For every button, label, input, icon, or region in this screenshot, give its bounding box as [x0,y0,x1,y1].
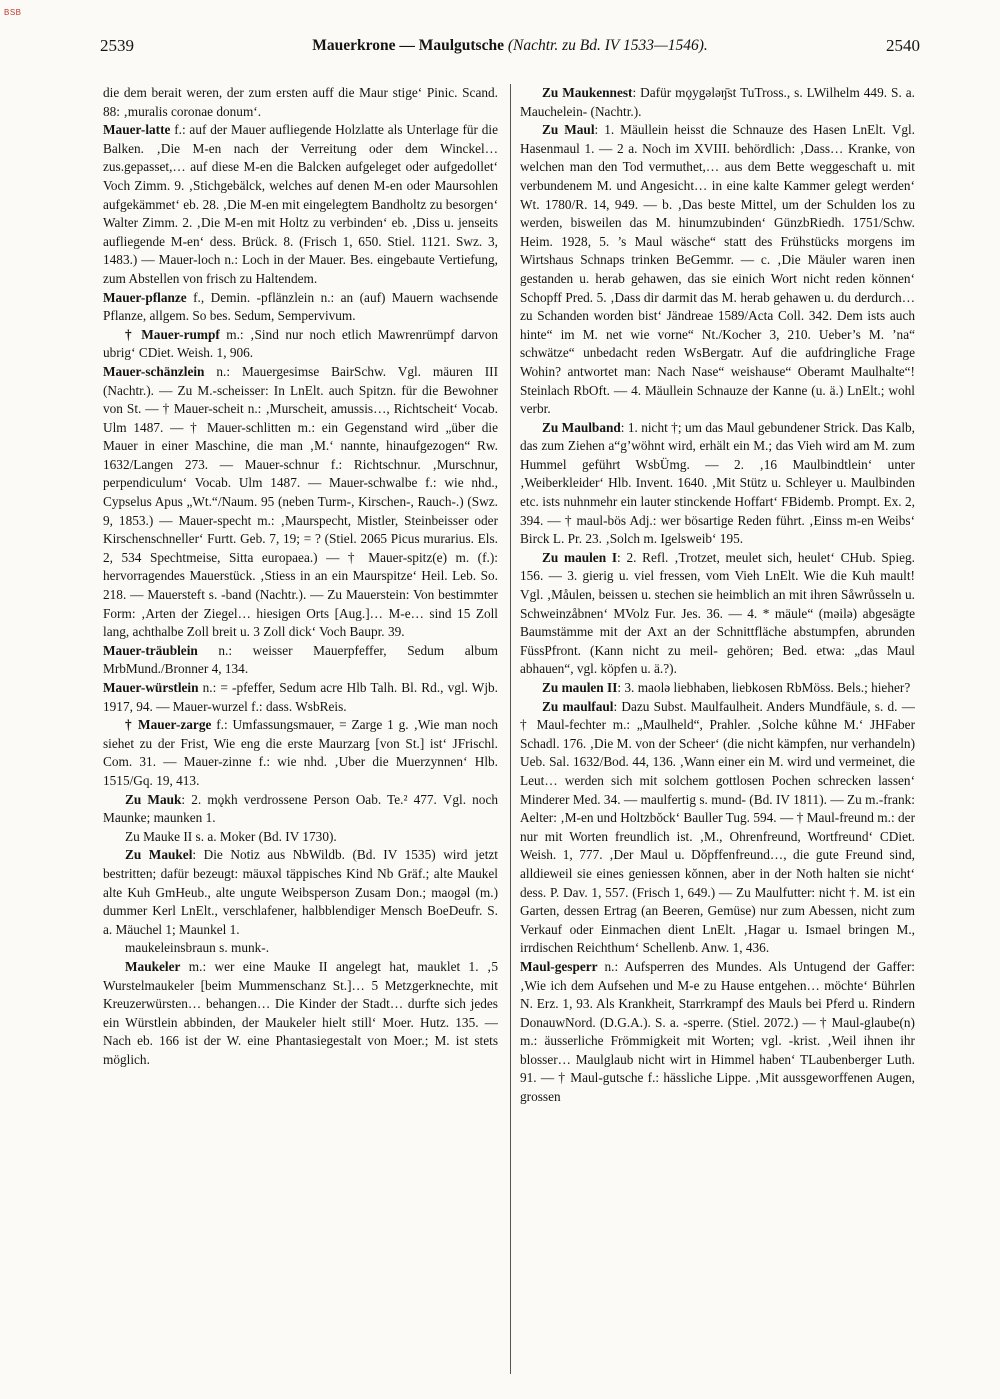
entry-head: † Mauer-rumpf [125,326,220,342]
entry-text: : 1. nicht †; um das Maul gebundener Strick. Das Kalb, das zum Ziehen a“g’wöhnt wird, erhält ein M.; das Vieh wird am M. zum Hummel geführt WsbÜmg. — 2. ‚16 Maulbindtlein‘ unter ‚Weiberkleider‘ Hlb. Invent. 1640. ‚Mit Stütz u. Schleyer u. Maulbinden etc. ists nuhnmehr ein lauter stinckende Hoffart‘ FBidemb. Prompt. Ex. 2, 394. — † maul-bös Adj.: wer bösartige Reden führt. ‚Einss m-en Weibs‘ Birck L. Pr. 23. ‚Solch m. Igelsweib‘ 195. [520,419,915,547]
entry-text: die dem berait weren, der zum ersten auff die Maur stige‘ Pinic. Scand. 88: ‚muralis coronae donum‘. [103,85,498,119]
running-title-note: (Nachtr. zu Bd. IV 1533—1546). [507,37,708,54]
entry [103,791,498,828]
entry-head: Zu Mauk [125,791,182,807]
entry [103,289,498,326]
entry [520,84,915,121]
entry-head: Zu maulen I [542,549,618,565]
entry-head: Maul-gesperr [520,958,598,974]
entry-head: Zu Maukennest [542,85,633,100]
entry [103,363,498,642]
entry-head: Mauer-würstlein [103,680,199,695]
entry-text: f.: Umfassungsmauer, = Zarge 1 g. ‚Wie man noch siehet zu der Frist, Wie eng die erste Maurzarg [von St.] ist‘ JFrischl. Com. 31. — Mauer-zinne f.: wie nhd. ‚Uber die Muerzynnen‘ Hlb. 1515/Gq. 19, 413. [103,717,498,788]
entry [520,679,915,698]
entry [103,828,498,847]
entry-text: Zu Mauke II s. a. Moker (Bd. IV 1730). [125,828,337,844]
entry [103,84,498,121]
entry-head: Zu maulfaul [542,698,614,714]
left-column [103,84,498,1384]
entry-text: : Dazu Subst. Maulfaulheit. Anders Mundfäule, s. d. — † Maul-fechter m.: „Maulheld“, Prahler. ‚Solche kůhne M.‘ JHFaber Schadl. 176. ‚Die M. von der Scheer‘ (die nicht kämpfen, nur verhandeln) Ueb. Sal. 1632/Bod. 44, 136. ‚Wann einer ein M. wird und vermeinet, die Leut… werden sich mit solchem gottlosen Pochen schrecken lassen‘ Minderer Med. 34. — maulfertig s. mund- (Bd. IV 1811). — Zu m.-frank: Aelter: ‚M-en und Holtzbŏck‘ Bauller Tug. 594. — † Maul-freund m.: der nur mit Worten freundlich ist. ‚M., Ohrenfreund, Wortfreund‘ CDiet. Weish. 1, 777. ‚Der Maul u. Dŏpffenfreund…, die gute Freund sind, alldieweil sie eines geniessen kŏnnen, aber in der Noth halten sie nicht‘ dess. P. Dav. 1, 557. (Frisch 1, 649.) — Zu Maulfutter: nicht †. M. ist ein Garten, dessen Ertrag (an Beeren, Gemüse) nur zum Abessen, nicht zum Verkauf oder Einmachen dient LnElt. ‚Hagar u. Ismael bringen M., irrdischen Reichthum‘ Schellenb. Anw. 1, 436. [520,698,915,956]
entry [103,679,498,716]
entry [103,939,498,958]
entry-text: : 2. Refl. ‚Trotzet, meulet sich, heulet‘ CHub. Spieg. 156. — 3. gierig u. viel fressen, vom Vieh LnElt. Wie die Kuh mault! Vgl. ‚Måulen, beissen u. stechen sie heimblich an mit ihren Såwrůsseln u. Schweinzåbnen‘ MVolz Fur. Jes. 36. — 4. * mäule“ (məilə) abgesägte Baumstämme mit der Axt an der Schnittfläche abstumpfen, abrunden FüssPfront. (Kann nicht zu meil- gehören; Bed. etwa: „das Maul abhauen“, vgl. köpfen u. ä.?). [520,549,915,677]
entry [103,716,498,790]
column-rule [510,84,511,1374]
page-header [100,36,920,60]
running-title-text: Mauerkrone — Maulgutsche [312,37,504,54]
running-title [100,37,920,55]
entry-head: † Mauer-zarge [125,717,212,733]
entry-text: n.: = -pfeffer, Sedum acre Hlb Talh. Bl. Rd., vgl. Wjb. 1917, 94. — Mauer-wurzel f.: dass. WsbReis. [103,680,498,714]
entry-head: Mauer-schänzlein [103,363,205,379]
entry-head: Maukeler [125,958,181,974]
entry [103,121,498,288]
entry-text: maukeleinsbraun s. munk-. [125,940,270,956]
entry-text: : Dafür mǫygələŋ̄st TuTross., s. LWilhelm 449. S. a. Mauchelein- (Nachtr.). [520,85,915,119]
entry [520,958,915,1107]
entry-head: Mauer-latte [103,122,171,138]
entry-text: m.: ‚Sind nur noch etlich Mawrenrümpf darvon ubrig‘ CDiet. Weish. 1, 906. [103,326,498,361]
entry-head: Mauer-pflanze [103,289,187,305]
entry [103,326,498,363]
entry-head: Zu maulen II [542,680,618,695]
entry-head: Zu Maulband [542,419,621,435]
entry [520,698,915,958]
entry-text: n.: weisser Mauerpfeffer, Sedum album MrbMund./Bronner 4, 134. [103,642,498,677]
entry-text: f., Demin. -pflänzlein n.: an (auf) Mauern wachsende Pflanze, allgem. So bes. Sedum, Sempervivum. [103,289,498,324]
entry-text: f.: auf der Mauer aufliegende Holzlatte als Unterlage für die Balken. ‚Die M-en nach der Verreitung oder dem Winckel… zus.gepasset,… auf diese M-en die Balcken aufgeleget oder aufgedollet‘ Voch Zimm. 9. ‚Stichgebälck, welches auf denen M-en oder Maursohlen aufgekämmet‘ eb. 28. ‚Die M-en mit eingelegtem Bandholtz zu besorgen‘ Walter Zimm. 2. ‚Die M-en mit Holtz zu verbinden‘ eb. ‚Diss u. jenseits aufliegende M-en‘ dess. Brück. 8. (Frisch 1, 650. Stiel. 1121. Swz. 3, 1483.) — Mauer-loch n.: Loch in der Mauer. Bes. eingebaute Vertiefung, zum Abstellen von frisch zu Haltendem. [103,122,498,286]
entry-text: : 3. maolə liebhaben, liebkosen RbMöss. Bels.; hieher? [617,680,911,695]
entry-head: Zu Maul [542,122,595,138]
entry [103,642,498,679]
entry [520,549,915,679]
entry-head: Mauer-träublein [103,642,198,658]
entry [103,846,498,939]
entry-text: : 2. mǫkh verdrossene Person Oab. Te.² 477. Vgl. noch Maunke; maunken 1. [103,791,498,826]
entry [103,958,498,1070]
entry-text: m.: wer eine Mauke II angelegt hat, mauklet 1. ‚5 Wurstelmaukeler [beim Mummenschanz St.]… 5 Metzgerknechte, mit Kreuzerwürsten… behangen… Die Kinder der Stadt… durfte sich jedes ein Würstlein abbinden, der Maukeler hielt still‘ Moer. Hutz. 135. — Nach eb. 166 ist der W. eine Phantasiegestalt von Moer.; M. ist stets möglich. [103,958,498,1067]
entry-head: Zu Maukel [125,847,193,863]
entry-text: : Die Notiz aus NbWildb. (Bd. IV 1535) wird jetzt bestritten; dafür bezeugt: mäuxəl täppisches Kind Nb Gräf.; alte Maukel alte Kuh GmHeub., alte ungute Weibsperson Zusam Don.; maogəl (m.) dummer Kerl LnElt., verschlafener, halbblendiger Mensch BoeDeufr. S. a. Mäuchel 1; Maunkel 1. [103,847,498,937]
entry [520,419,915,549]
entry-text: : 1. Mäullein heisst die Schnauze des Hasen LnElt. Vgl. Hasenmaul 1. — 2 a. Noch im XVIII. behördlich: ‚Dass… Kranke, von welchen man den Tod vermuthet,… aus dem Bette weggeschaft u. mit verbundenem M. und Angesicht… in eine kalte Kammer gelegt werden‘ Wt. 1780/R. 14, 949. — b. ‚Das beste Mittel, um der Schulden los zu werden, bisweilen das M. hinumzubinden‘ GünzbRiedh. 1751/Schw. Heim. 1928, 5. ’s Maul wäsche“ statt des Frühstücks morgens im Wirtshaus Schnaps trinken BeGemmr. — c. ‚Die Mäuler waren inen gestanden u. herab gehawen, das sie einich Wort nicht reden können‘ Schopff Pred. 5. ‚Dass dir darmit das M. herab gehawen u. du derdurch… zu Schanden worden bist‘ Jändreae 1589/Acta Coll. 342. Dem ists auch hinte“ im M. net wie vorne“ Nt./Kocher 3, 210. Ueber’s M. ’na“ schwätze“ unbedacht reden WsBergatr. Auf die aufdringliche Frage Wohin? antwortet man: Nach Nase“ weishause“ Oberamt Maulhalte“! Steinlach RbOft. — 4. Mäullein Schnauze der Kanne (u. ä.) LnElt.; wohl verbr. [520,122,915,417]
entry-text: n.: Aufsperren des Mundes. Als Untugend der Gaffer: ‚Wie ich dem Aufsehen und M-e zu Hause entgehen… möchte‘ Bührlen N. Erz. 1, 93. Als Krankheit, Starrkrampf des Mauls bei Pferd u. Rindern DonauwNord. (D.G.A.). S. a. -sperre. (Stiel. 2072.) — † Maul-glaube(n) m.: äusserliche Frömmigkeit mit Worten; vgl. -krist. ‚Weil ihnen ihr blosser… Maulglaub nicht wirt in Himmel haben‘ TLaubenberger Luth. 91. — † Maul-gutsche f.: hässliche Lippe. ‚Mit aussgeworffenen Augen, grossen [520,958,915,1105]
library-stamp: BSB [4,8,22,17]
page-number-right: 2540 [886,36,920,55]
entry [520,121,915,419]
page-number-left: 2539 [100,36,134,55]
right-column [520,84,915,1384]
entry-text: n.: Mauergesimse BairSchw. Vgl. mäuren III (Nachtr.). — Zu M.-scheisser: In LnElt. auch Spitzn. für die Bewohner von St. — † Mauer-scheit n.: ‚Murscheit, amussis…, Richtscheit‘ Vocab. Ulm 1487. — † Mauer-schlitten m.: ein Gegenstand wird „über die Mauer in einer Maschine, die man ‚M.‘ nannte, hinaufgezogen“ Rw. 1632/Langen 273. — Mauer-schnur f.: Richtschnur. ‚Murschnur, perpendiculum‘ Vocab. Ulm 1487. — Mauer-schwalbe f.: wie nhd., Cypselus Apus „Wt.“/Naum. 95 (neben Turm-, Kirschen-, Rauch-.) (Swz. 9, 1853.) — Mauer-specht m.: ‚Maurspecht, Mistler, Steinbeisser oder Kirschenschneller‘ Furtt. Geb. 7, 19; = ? (Stiel. 2065 Picus murarius. Els. 2, 534 Spechtmeise, Sitta europaea.) — † Mauer-spitz(e) m. (f.): hervorragendes Mauerstück. ‚Stiess in an ein Maurspitze‘ Heil. Leb. So. 218. — Mauersteft s. -band (Nachtr.). — Zu Mauerstein: Von bestimmter Form: ‚Arten der Ziegel… hiesigen Orts [Aug.]… M-e… sind 15 Zoll lang, achthalbe Zoll breit u. 3 Zoll dick‘ Voch Baupr. 39. [103,363,498,640]
